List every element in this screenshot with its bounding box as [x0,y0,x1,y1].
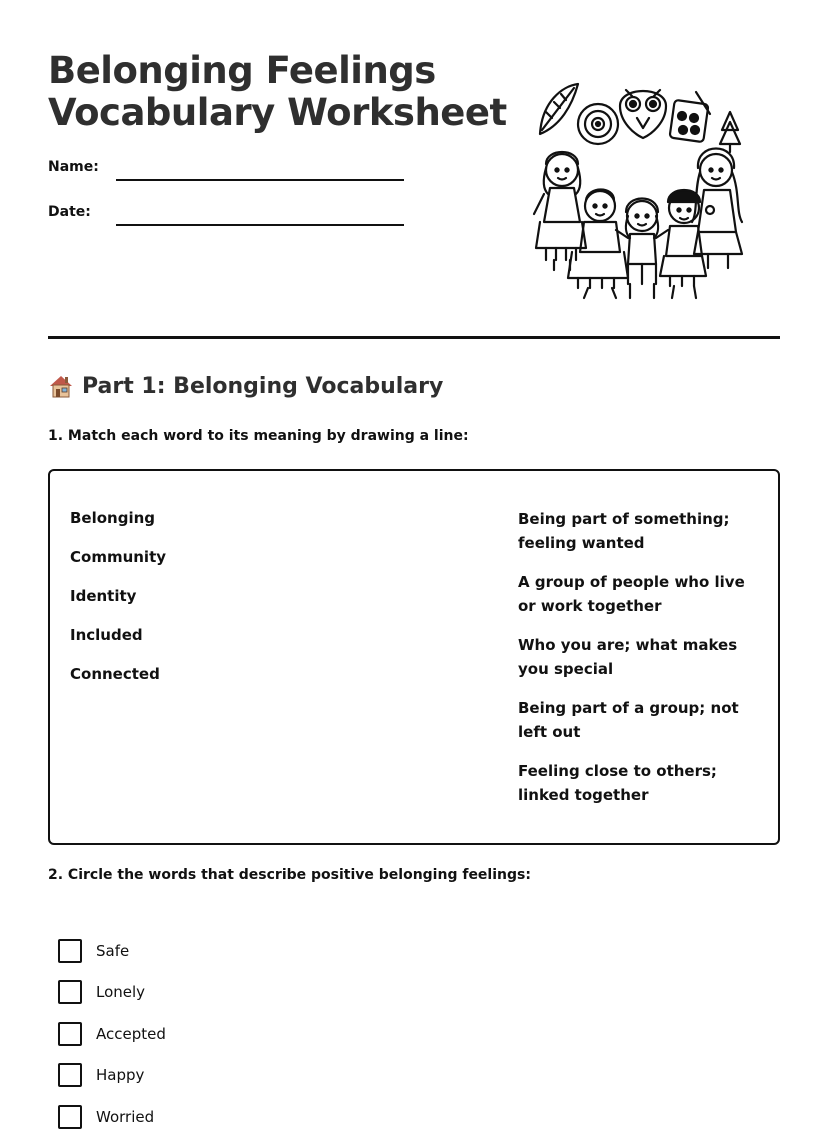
date-label: Date: [48,204,91,220]
title-line-2: Vocabulary Worksheet [48,91,507,134]
word-item[interactable]: Community [70,548,167,566]
worksheet-title [48,50,518,134]
title-line-1: Belonging Feelings [48,49,436,92]
header-divider [48,336,780,339]
checklist-label: Lonely [96,983,146,1002]
meaning-item[interactable]: A group of people who live or work together [518,573,745,615]
checklist-label: Accepted [96,1024,166,1043]
checklist-item[interactable] [58,1055,166,1097]
checkbox[interactable] [58,939,82,963]
checkbox[interactable] [58,980,82,1004]
checklist-item[interactable] [58,972,166,1014]
name-field-line[interactable] [116,179,404,181]
meaning-item[interactable]: Being part of something; feeling wanted [518,510,730,552]
word-item[interactable]: Included [70,626,143,644]
checklist-item[interactable] [58,1096,166,1138]
meaning-column [518,507,764,822]
checklist-label: Happy [96,1066,145,1085]
checkbox[interactable] [58,1105,82,1129]
feeling-checklist [58,930,166,1138]
part1-title [48,373,443,399]
house-icon [48,373,74,399]
worksheet-page [48,0,780,1126]
date-field-line[interactable] [116,224,404,226]
checklist-item[interactable] [58,1013,166,1055]
checklist-label: Safe [96,941,130,960]
meaning-item[interactable]: Being part of a group; not left out [518,699,739,741]
checklist-item[interactable] [58,930,166,972]
word-item[interactable]: Identity [70,587,137,605]
meaning-item[interactable]: Feeling close to others; linked together [518,762,717,804]
matching-box [48,469,780,845]
word-column [70,507,166,702]
part1-title-text: Part 1: Belonging Vocabulary [82,373,444,399]
word-item[interactable]: Connected [70,665,160,683]
meaning-item[interactable]: Who you are; what makes you special [518,636,738,678]
checkbox[interactable] [58,1022,82,1046]
checklist-label: Worried [96,1107,155,1126]
name-label: Name: [48,159,99,175]
question-2: 2. Circle the words that describe positive belonging feelings: [48,867,531,883]
checkbox[interactable] [58,1063,82,1087]
children-circle-illustration [532,72,764,304]
word-item[interactable]: Belonging [70,509,156,527]
question-1: 1. Match each word to its meaning by drawing a line: [48,428,469,444]
